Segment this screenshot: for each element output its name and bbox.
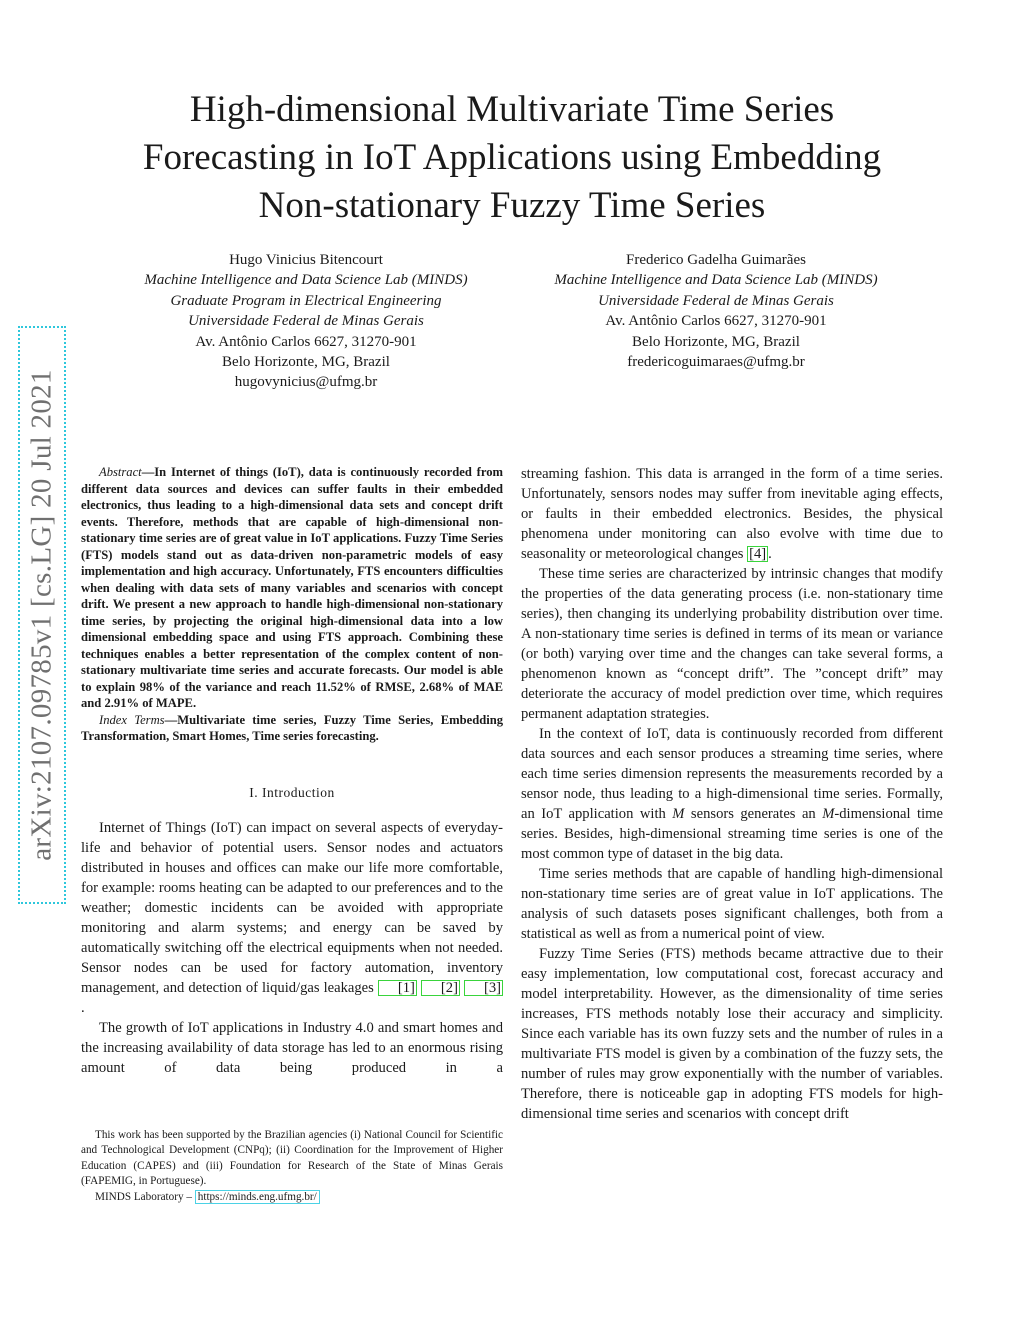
funding-footnote: This work has been supported by the Brazilian agencies (i) National Council for Scientific and Technological Development (CNPq); (ii) Coordination for the Improvement of Higher Education (CAPES) and (iii) Foundation for Research of the State of Minas Gerais (FAPEMIG, in Portuguese). bbox=[81, 1129, 503, 1188]
abstract-label: Abstract bbox=[99, 465, 142, 479]
author-block-2 bbox=[516, 250, 916, 372]
author-address: Av. Antônio Carlos 6627, 31270-901 bbox=[195, 333, 417, 350]
author-address: Av. Antônio Carlos 6627, 31270-901 bbox=[605, 313, 827, 330]
abstract bbox=[81, 464, 503, 712]
citation-link[interactable]: [4] bbox=[749, 546, 767, 562]
intro-paragraph-2: The growth of IoT applications in Industry 4.0 and smart homes and the increasing availability of data storage has led to an enormous rising amount of data being produced in a bbox=[81, 1019, 503, 1076]
title-line: Forecasting in IoT Applications using Embedding bbox=[142, 137, 882, 178]
intro-paragraph-2-cont bbox=[521, 464, 943, 564]
paragraph-text: Internet of Things (IoT) can impact on several aspects of everyday-life and behavior of potential users. Sensor nodes and actuators distributed in houses and offices can make our life more comfortable, for example: rooms heating can be adapted to our preferences and to the weather; domestic incidents can be avoided with appropriate monitoring and alarm systems; and energy can be saved by automatically switching off the electrical equipments when not needed. Sensor nodes can be used for factory automation, inventory management, and detection of liquid/gas leakages bbox=[81, 819, 503, 996]
author-city: Belo Horizonte, MG, Brazil bbox=[632, 333, 800, 350]
intro-paragraph-6: Fuzzy Time Series (FTS) methods became attractive due to their easy implementation, low computational cost, forecast accuracy and model interpretability. However, as the dimensionality of time series increases, FTS methods notably lose their accuracy and simplicity. Since each variable has its own fuzzy sets and the number of rules in a multivariate FTS model is given by a combination of the fuzzy sets, the number of rules may grow exponentially with the number of variables. Therefore, there is noticeable gap in adopting FTS models for high-dimensional time series and scenarios with concept drift bbox=[521, 946, 943, 1122]
abstract-text: In Internet of things (IoT), data is continuously recorded from different data sources and devices can suffer faults in their embedded electronics, thus leading to a high-dimensional data sets and concept drift events. Therefore, methods that are capable of high-dimensional non-stationary time series are of great value in IoT applications. Fuzzy Time Series (FTS) models stand out as data-driven non-parametric models of easy implementation and high accuracy. Unfortunately, FTS encounters difficulties when dealing with data sets of many variables and scenarios with concept drift. We present a new approach to handle high-dimensional non-stationary time series, by projecting the original high-dimensional data into a low dimensional embedding space and using FTS approach. Combining these techniques enables a better representation of the complex content of non-stationary multivariate time series and accurate forecasts. Our model is able to explain 98% of the variance and reach 11.52% of RMSE, 2.68% of MAE and 2.91% of MAPE. bbox=[81, 465, 503, 710]
citation-link[interactable]: [2] bbox=[421, 980, 460, 996]
index-terms-dash: — bbox=[164, 712, 178, 727]
title-line: Non-stationary Fuzzy Time Series bbox=[258, 185, 766, 226]
section-heading: I. Introduction bbox=[249, 784, 335, 800]
lab-footnote bbox=[81, 1190, 503, 1205]
paragraph-end: . bbox=[81, 999, 85, 1016]
author-block-1 bbox=[106, 250, 506, 393]
paragraph-text: -dimensional time series. Besides, high-dimensional streaming time series is one of the most common type of dataset in the big data. bbox=[521, 806, 943, 862]
footnotes bbox=[81, 1128, 503, 1205]
paragraph-text: In the context of IoT, data is continuously recorded from different data sources and each sensor produces a streaming time series, where each time series dimension represents the measurements recorded by a sensor node, thus leading to a high-dimensional time series. Formally, an IoT application with bbox=[521, 726, 943, 822]
paragraph-text: streaming fashion. This data is arranged in the form of a time series. Unfortunately, sensors nodes may suffer from inevitable aging effects, or faults in their embedded electronics. Besides, the physical phenomena under monitoring can also evolve with time due to seasonality or meteorological changes bbox=[521, 466, 943, 562]
citation-link[interactable]: [3] bbox=[464, 980, 503, 996]
footnote-text: MINDS Laboratory – bbox=[95, 1190, 195, 1203]
title-line: High-dimensional Multivariate Time Series bbox=[189, 89, 835, 130]
intro-paragraph-4 bbox=[521, 724, 943, 864]
right-column bbox=[521, 464, 943, 1124]
author-university: Universidade Federal de Minas Gerais bbox=[598, 292, 834, 309]
math-symbol: M bbox=[672, 806, 685, 822]
left-column bbox=[81, 464, 503, 1078]
intro-paragraph-3: These time series are characterized by intrinsic changes that modify the properties of the data generating process (i.e. non-stationary time series), then changing its underlying probability distribution over time. A non-stationary time series is defined in terms of its mean or variance (or both) varying over time and the changes can take several forms, a phenomenon known as “concept drift”. The ”concept drift” may deteriorate the accuracy of model prediction over time, which requires permanent adaptation strategies. bbox=[521, 566, 943, 722]
citation-link[interactable]: [1] bbox=[378, 980, 417, 996]
abstract-dash: — bbox=[141, 465, 155, 479]
paragraph-end: . bbox=[768, 546, 772, 562]
intro-paragraph-5: Time series methods that are capable of handling high-dimensional non-stationary time series are of great value in IoT applications. The analysis of such datasets poses significant challenges, both from a statistical as well as from a numerical point of view. bbox=[521, 866, 943, 942]
author-name: Frederico Gadelha Guimarães bbox=[626, 252, 806, 268]
author-program: Graduate Program in Electrical Engineering bbox=[170, 292, 442, 309]
author-email: fredericoguimaraes@ufmg.br bbox=[627, 354, 805, 371]
paper-title bbox=[60, 86, 964, 230]
index-terms bbox=[81, 712, 503, 745]
index-terms-label: Index Terms bbox=[99, 712, 165, 727]
intro-paragraph-1 bbox=[81, 818, 503, 1018]
arxiv-stamp-link[interactable] bbox=[18, 326, 66, 904]
arxiv-stamp-text: arXiv:2107.09785v1 [cs.LG] 20 Jul 2021 bbox=[25, 369, 58, 861]
author-lab: Machine Intelligence and Data Science Lab (MINDS) bbox=[554, 272, 878, 289]
paragraph-text: sensors generates an bbox=[684, 806, 823, 822]
lab-url-link[interactable]: https://minds.eng.ufmg.br/ bbox=[195, 1190, 320, 1204]
author-name: Hugo Vinicius Bitencourt bbox=[229, 252, 383, 268]
author-city: Belo Horizonte, MG, Brazil bbox=[222, 354, 390, 371]
author-email: hugovynicius@ufmg.br bbox=[234, 374, 378, 391]
author-lab: Machine Intelligence and Data Science Lab (MINDS) bbox=[144, 272, 468, 289]
author-university: Universidade Federal de Minas Gerais bbox=[188, 313, 424, 330]
math-symbol: M bbox=[822, 806, 835, 822]
index-terms-text: Multivariate time series, Fuzzy Time Series, Embedding Transformation, Smart Homes, Time series forecasting. bbox=[81, 712, 504, 743]
